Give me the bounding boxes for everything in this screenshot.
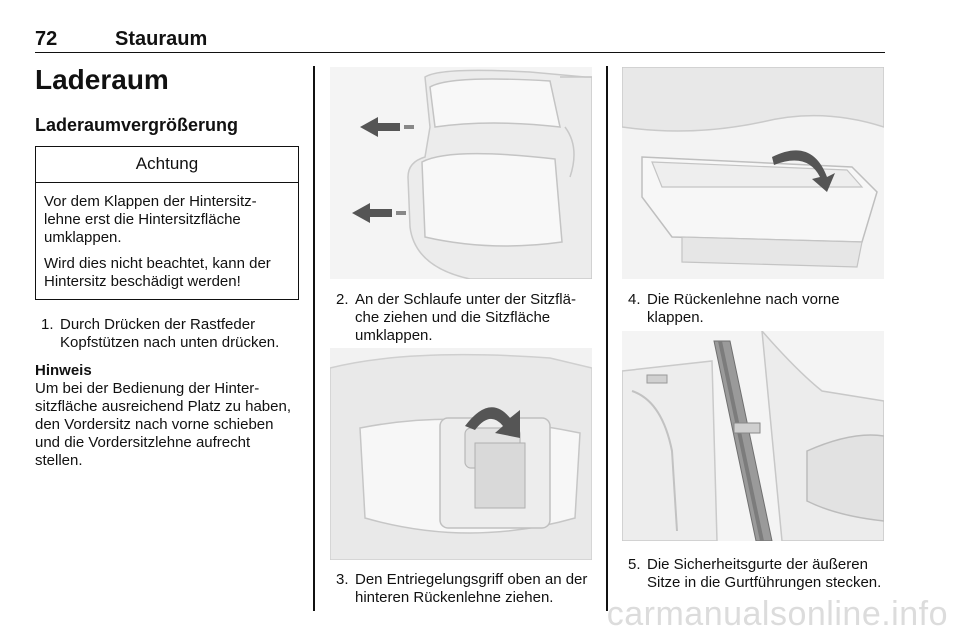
page-header [35, 26, 885, 53]
step-number: 3. [336, 571, 349, 588]
step-text: An der Schlaufe unter der Sitzflä-che ziehen und die Sitzfläche umklappen. [355, 291, 576, 344]
step-number: 5. [628, 556, 641, 573]
warning-paragraph: Wird dies nicht beachtet, kann der Hintersitz beschädigt werden! [44, 255, 271, 290]
section-title: Stauraum [115, 28, 208, 50]
step-1 [35, 316, 300, 352]
page-number: 72 [35, 28, 58, 50]
step-number: 1. [41, 316, 54, 333]
step-3 [330, 571, 600, 607]
column-divider [313, 66, 315, 611]
step-2 [330, 291, 600, 345]
warning-box [35, 146, 299, 300]
subsection-title: Laderaumvergrößerung [35, 115, 239, 135]
backrest-illustration [622, 67, 884, 279]
watermark: carmanualsonline.info [606, 595, 948, 633]
warning-body [36, 183, 298, 299]
step-number: 4. [628, 291, 641, 308]
column-divider [606, 66, 608, 611]
figure-seat-loop [330, 348, 592, 560]
seat-loop-illustration [330, 348, 592, 560]
column-left [35, 60, 300, 470]
figure-headrests [330, 67, 592, 279]
headrest-illustration [330, 67, 592, 279]
step-text: Die Sicherheitsgurte der äußeren Sitze in die Gurtführungen stecken. [647, 556, 882, 591]
step-5 [622, 556, 892, 592]
step-text: Den Entriegelungsgriff oben an der hinteren Rückenlehne ziehen. [355, 571, 588, 606]
warning-title: Achtung [36, 147, 298, 183]
step-4 [622, 291, 892, 327]
figure-backrest-fold [622, 67, 884, 279]
step-number: 2. [336, 291, 349, 308]
warning-paragraph: Vor dem Klappen der Hintersitz-lehne erst die Hintersitzfläche umklappen. [44, 193, 257, 246]
note-title: Hinweis [35, 362, 92, 379]
belt-guide-illustration [622, 331, 884, 541]
page-title: Laderaum [35, 64, 169, 95]
step-text: Durch Drücken der Rastfeder Kopfstützen nach unten drücken. [60, 316, 280, 351]
note-body: Um bei der Bedienung der Hinter-sitzfläche ausreichend Platz zu haben, den Vordersitz nach vorne schieben und die Vordersitzlehne aufrecht stellen. [35, 380, 291, 469]
step-text: Die Rückenlehne nach vorne klappen. [647, 291, 840, 326]
figure-belt-guide [622, 331, 884, 541]
